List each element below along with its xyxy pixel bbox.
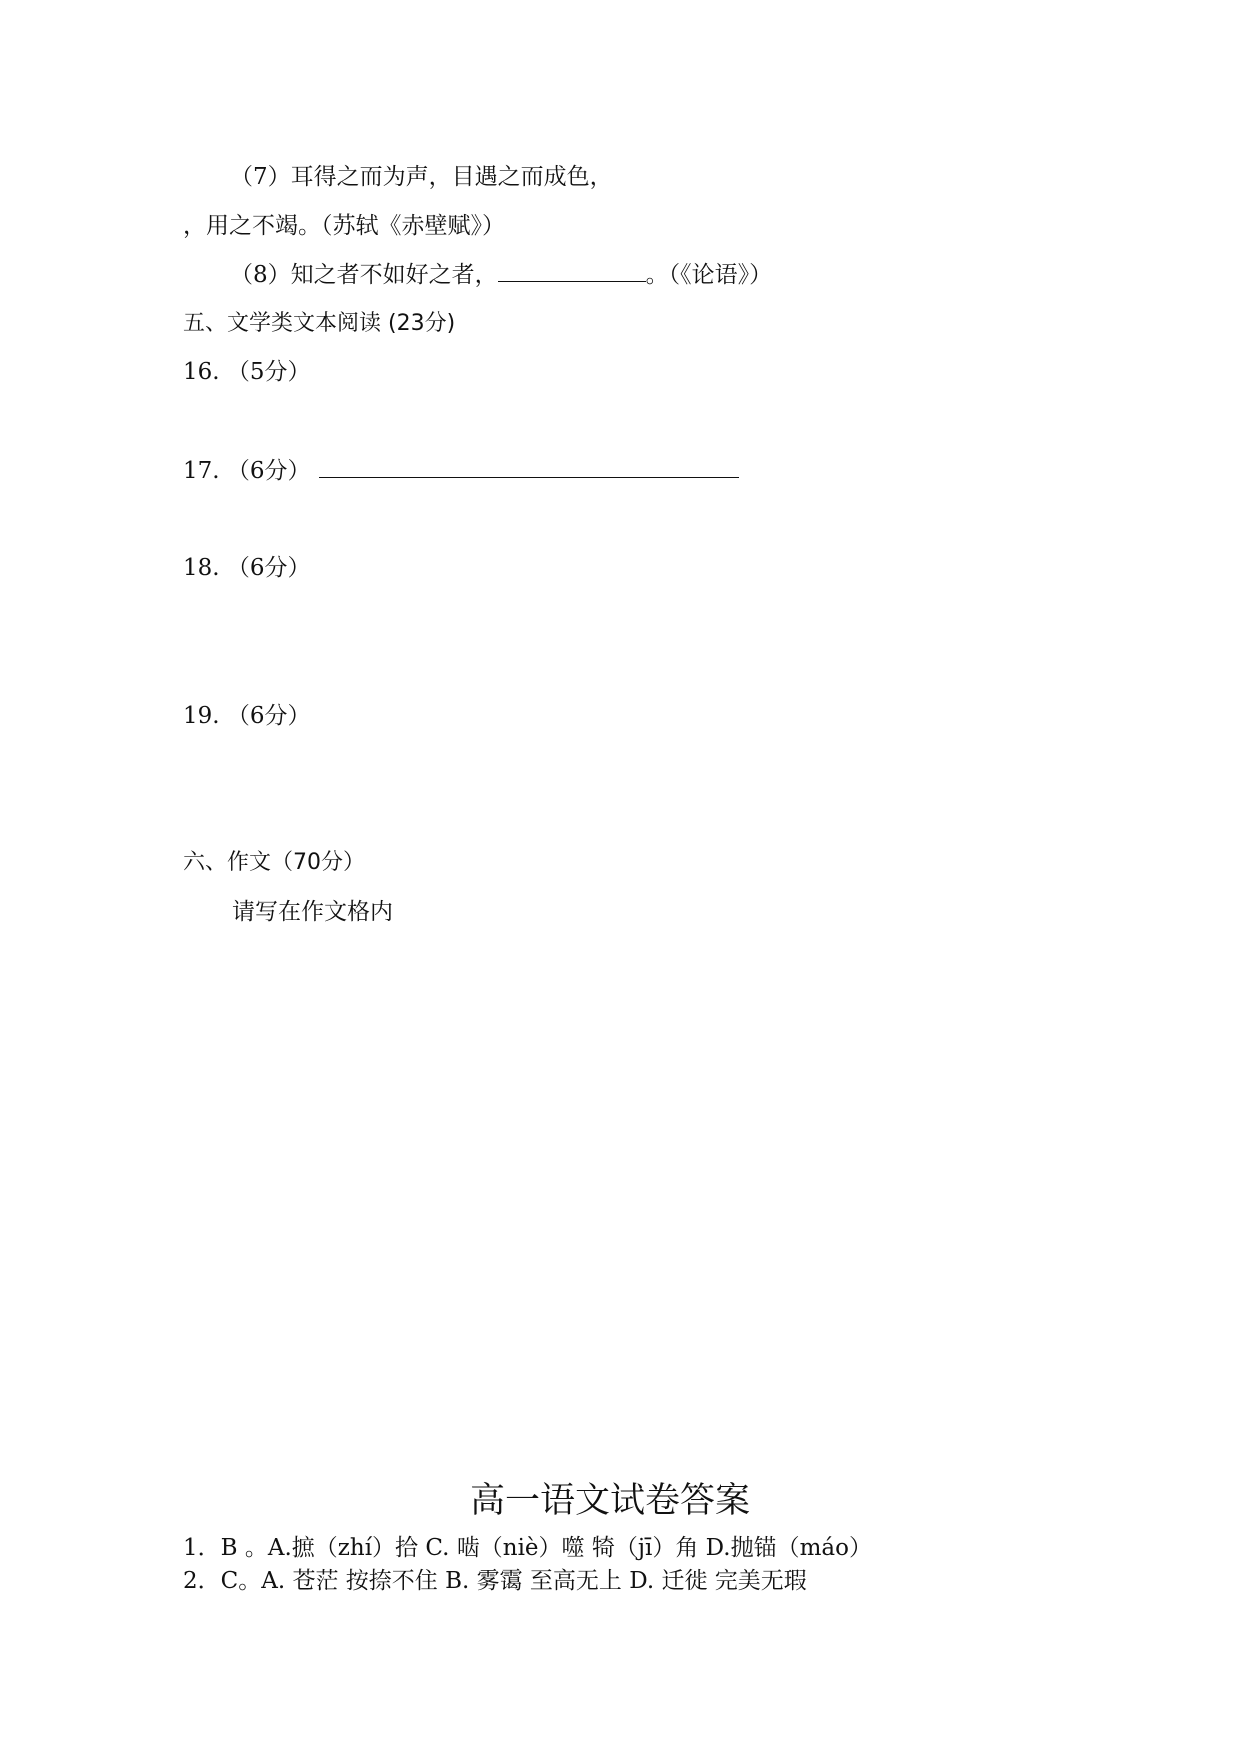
answer-1: 1．B 。A.摭（zhí）拾 C. 啮（niè）噬 犄（jī）角 D.抛锚（máo） bbox=[183, 1535, 872, 1561]
answer-2: 2．C。A. 苍茫 按捺不住 B. 雾霭 至高无上 D. 迁徙 完美无瑕 bbox=[183, 1568, 807, 1594]
question-19: 19. （6分） bbox=[183, 703, 311, 729]
question-17-line bbox=[183, 455, 739, 486]
q17-answer-blank[interactable] bbox=[319, 455, 739, 478]
q8-line bbox=[230, 259, 772, 290]
question-17: 17. （6分） bbox=[183, 458, 311, 484]
question-16: 16. （5分） bbox=[183, 359, 311, 385]
section5-heading: 五、文学类文本阅读 (23分) bbox=[183, 311, 456, 336]
essay-instruction: 请写在作文格内 bbox=[232, 899, 393, 925]
section6-heading: 六、作文（70分） bbox=[183, 850, 365, 875]
q7-line-2: ，用之不竭。（苏轼《赤壁赋》） bbox=[183, 213, 505, 239]
q8-prefix: （8）知之者不如好之者， bbox=[230, 262, 498, 288]
answer-key-title: 高一语文试卷答案 bbox=[470, 1481, 751, 1521]
q7-line-1: （7）耳得之而为声，目遇之而成色， bbox=[230, 164, 613, 190]
q8-suffix: 。（《论语》） bbox=[645, 262, 773, 288]
q8-answer-blank[interactable] bbox=[498, 259, 646, 282]
question-18: 18. （6分） bbox=[183, 555, 311, 581]
